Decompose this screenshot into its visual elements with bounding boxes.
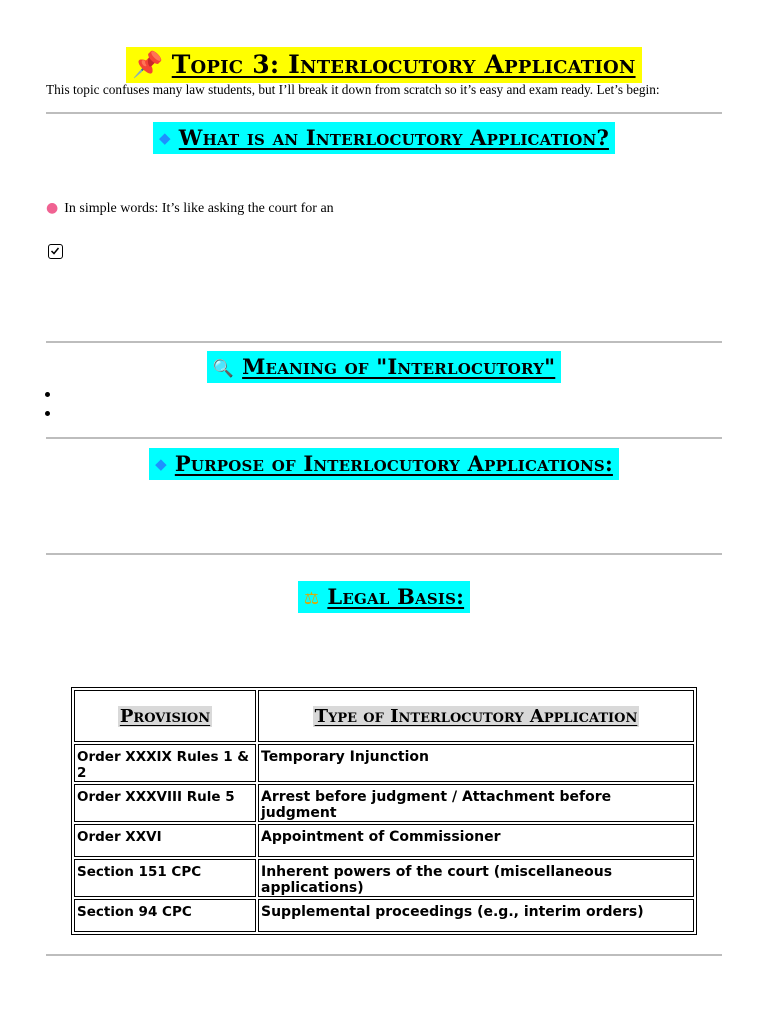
table-row <box>74 899 694 932</box>
table-cell: Arrest before judgment / Attachment before judgment <box>258 784 694 822</box>
brain-icon: ● <box>46 200 59 216</box>
section-legal-basis <box>0 581 768 613</box>
table-cell: Inherent powers of the court (miscellaneous applications) <box>258 859 694 897</box>
section-heading <box>207 351 562 383</box>
section-meaning <box>0 351 768 383</box>
section-heading-text: Meaning of "Interlocutory" <box>242 354 556 379</box>
page-title-row <box>0 47 768 83</box>
section-purpose <box>0 448 768 480</box>
table-cell: Order XXVI <box>74 824 256 857</box>
pushpin-icon: 📌 <box>132 50 164 79</box>
table-row <box>74 824 694 857</box>
column-header-provision: Provision <box>74 690 256 742</box>
check-box-icon[interactable] <box>48 244 63 259</box>
section-heading-text: What is an Interlocutory Application? <box>178 125 609 150</box>
table-cell: Order XXXIX Rules 1 & 2 <box>74 744 256 782</box>
section-heading <box>153 122 615 154</box>
diamond-icon: ◆ <box>155 455 167 473</box>
diamond-icon: ◆ <box>159 129 171 147</box>
column-header-type: Type of Interlocutory Application <box>258 690 694 742</box>
table-cell: Order XXXVIII Rule 5 <box>74 784 256 822</box>
legal-basis-table <box>71 687 697 935</box>
table-row <box>74 784 694 822</box>
table-header-row <box>74 690 694 742</box>
divider <box>46 112 722 114</box>
section-heading <box>149 448 619 480</box>
table-cell: Appointment of Commissioner <box>258 824 694 857</box>
table-cell: Temporary Injunction <box>258 744 694 782</box>
section-heading-text: Purpose of Interlocutory Applications: <box>174 451 613 476</box>
intro-text: This topic confuses many law students, but I’ll break it down from scratch so it’s easy and exam ready. Let’s begin: <box>46 82 660 97</box>
section-heading-text: Legal Basis: <box>327 584 465 609</box>
table-cell: Section 94 CPC <box>74 899 256 932</box>
section-heading <box>298 581 470 613</box>
table-cell: Section 151 CPC <box>74 859 256 897</box>
divider <box>46 954 722 956</box>
table-row <box>74 859 694 897</box>
divider <box>46 341 722 343</box>
section-what-is <box>0 122 768 154</box>
simple-words-text: In simple words: It’s like asking the court for an <box>64 201 334 216</box>
page-title-text: Topic 3: Interlocutory Application <box>171 50 636 79</box>
checkmark-icon <box>50 246 60 256</box>
magnifier-icon: 🔍 <box>212 359 235 379</box>
simple-words-line <box>46 199 334 218</box>
scales-icon: ⚖ <box>303 589 320 609</box>
divider <box>46 553 722 555</box>
list-bullet <box>45 411 50 416</box>
page-title <box>126 47 641 83</box>
table-row <box>74 744 694 782</box>
divider <box>46 437 722 439</box>
table-cell: Supplemental proceedings (e.g., interim orders) <box>258 899 694 932</box>
list-bullet <box>45 392 50 397</box>
